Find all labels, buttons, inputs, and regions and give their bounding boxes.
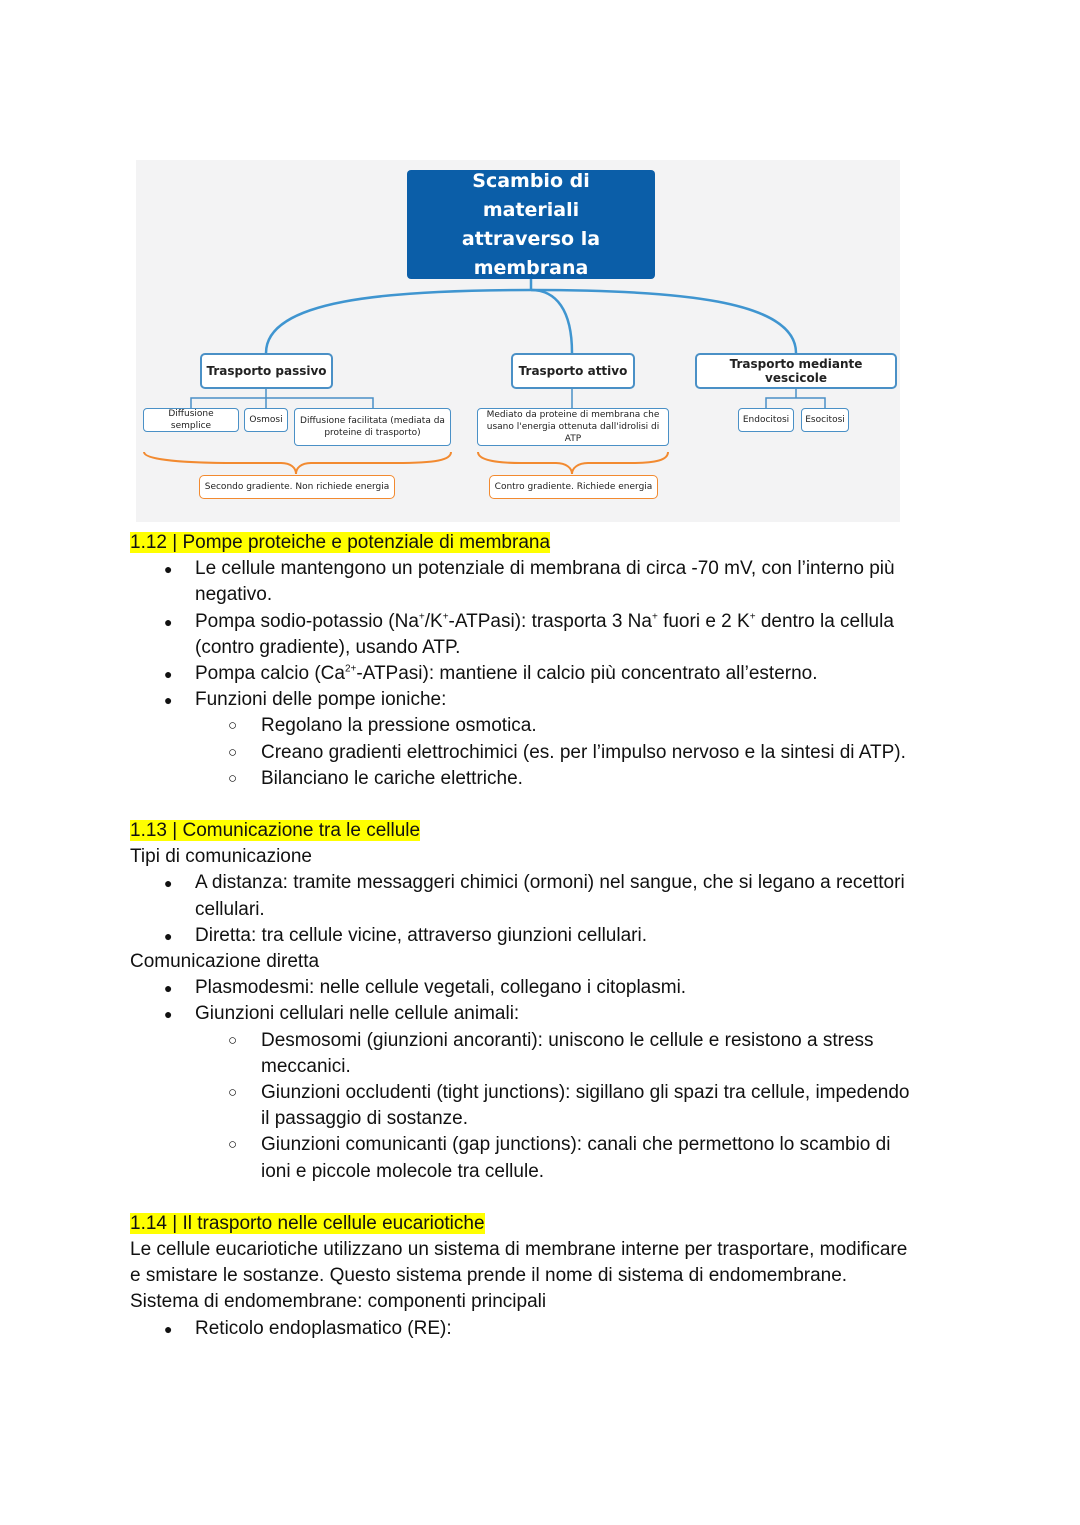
section-heading-1-13: 1.13 | Comunicazione tra le cellule (130, 820, 421, 842)
list-item: ● Funzioni delle pompe ioniche: (164, 689, 447, 711)
sub-list-item: ○ Giunzioni occludenti (tight junctions): sigillano gli spazi tra cellule, impedendo (228, 1081, 910, 1103)
list-item: ● Pompa calcio $(Ca^{2+}-ATPasi)$: mantiene il calcio più concentrato all’esterno. (164, 662, 818, 684)
category-vesicle-transport: Trasporto mediante vescicole (695, 353, 897, 389)
list-item: ● Pompa sodio-potassio (Na+/K+-ATPasi): trasporta 3 Na+ fuori e 2 K+ dentro la cellula (164, 610, 894, 632)
sub-list-item-continuation: meccanici. (261, 1055, 351, 1077)
sub-list-item-continuation: ioni e piccole molecole tra cellule. (261, 1160, 545, 1182)
sub-list-item: ○ Giunzioni comunicanti (gap junctions): canali che permettono lo scambio di (228, 1134, 891, 1156)
note-active-gradient: Contro gradiente. Richiede energia (489, 475, 658, 499)
category-passive-transport: Trasporto passivo (200, 353, 333, 389)
list-item-continuation: cellulari. (195, 898, 265, 920)
leaf-active-membrane-proteins: Mediato da proteine di membrana che usano l'energia ottenuta dall'idrolisi di ATP (477, 408, 669, 446)
section-heading-1-14: 1.14 | Il trasporto nelle cellule eucariotiche (130, 1212, 485, 1234)
paragraph: Tipi di comunicazione (130, 846, 312, 868)
paragraph: Le cellule eucariotiche utilizzano un sistema di membrane interne per trasportare, modificare (130, 1239, 908, 1261)
note-passive-gradient: Secondo gradiente. Non richiede energia (199, 475, 395, 499)
leaf-facilitated-diffusion: Diffusione facilitata (mediata da proteine di trasporto) (294, 408, 451, 446)
category-active-transport: Trasporto attivo (511, 353, 635, 389)
paragraph: e smistare le sostanze. Questo sistema prende il nome di sistema di endomembrane. (130, 1265, 848, 1287)
list-item: ● Reticolo endoplasmatico (RE): (164, 1317, 452, 1339)
document-body (130, 530, 970, 1342)
sub-list-item-continuation: il passaggio di sostanze. (261, 1108, 469, 1130)
paragraph: Sistema di endomembrane: componenti principali (130, 1291, 547, 1313)
list-item: ● Le cellule mantengono un potenziale di membrana di circa -70 mV, con l’interno più (164, 558, 895, 580)
section-heading-1-12: 1.12 | Pompe proteiche e potenziale di membrana (130, 532, 551, 553)
list-item: ● Giunzioni cellulari nelle cellule animali: (164, 1003, 520, 1025)
paragraph: Comunicazione diretta (130, 951, 320, 972)
leaf-osmosis: Osmosi (244, 408, 288, 432)
list-item: ● Plasmodesmi: nelle cellule vegetali, collegano i citoplasmi. (164, 977, 687, 999)
list-item-continuation: (contro gradiente), usando ATP. (195, 636, 461, 658)
sub-list-item: ○ Regolano la pressione osmotica. (228, 715, 537, 737)
leaf-exocytosis: Esocitosi (801, 408, 849, 432)
diagram-root-node: Scambio di materiali attraverso la membrana (407, 170, 655, 279)
list-item: ● A distanza: tramite messaggeri chimici (ormoni) nel sangue, che si legano a recettori (164, 872, 905, 894)
transport-concept-map (136, 160, 900, 522)
list-item-continuation: negativo. (195, 584, 273, 606)
list-item: ● Diretta: tra cellule vicine, attraverso giunzioni cellulari. (164, 924, 647, 946)
leaf-endocytosis: Endocitosi (738, 408, 794, 432)
sub-list-item: ○ Creano gradienti elettrochimici (es. per l’impulso nervoso e la sintesi di ATP). (228, 741, 906, 763)
sub-list-item: ○ Desmosomi (giunzioni ancoranti): uniscono le cellule e resistono a stress (228, 1029, 874, 1051)
leaf-simple-diffusion: Diffusione semplice (143, 408, 239, 432)
sub-list-item: ○ Bilanciano le cariche elettriche. (228, 767, 523, 789)
